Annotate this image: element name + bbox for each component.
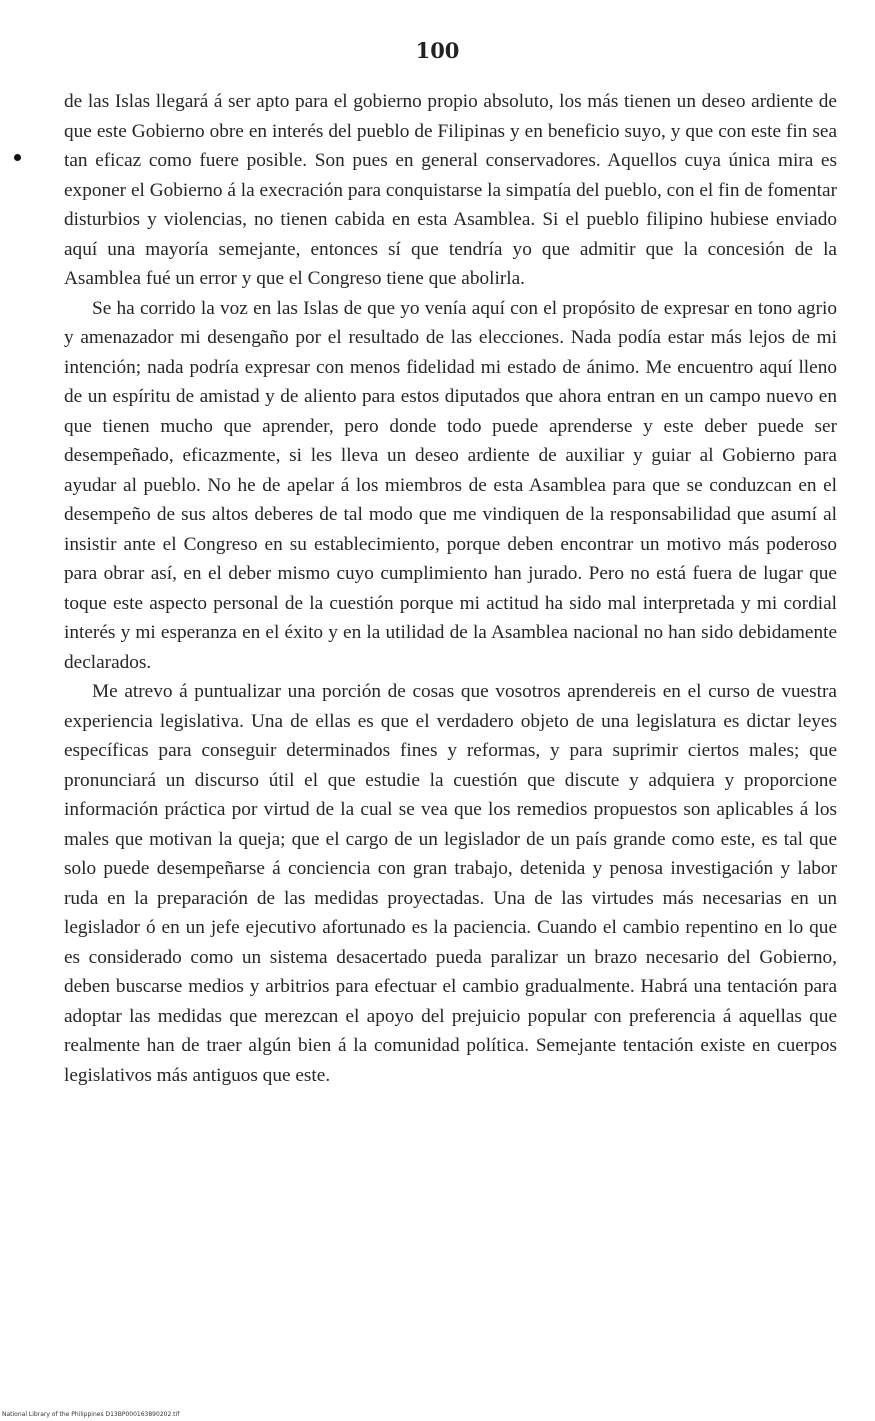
page-number: 100: [415, 38, 460, 63]
paragraph-3: Me atrevo á puntualizar una porción de cosas que vosotros aprendereis en el curso de vuestra experiencia legislativa. Una de ellas es que el verdadero objeto de una legislatura es dictar leyes específicas para conseguir determinados fines y reformas, y para suprimir ciertos males; que pronunciará un discurso útil el que estudie la cuestión que discute y adquiera y proporcione información práctica por virtud de la cual se vea que los remedios propuestos son aplicables á los males que motivan la queja; que el cargo de un legislador de un país grande como este, es tal que solo puede desempeñarse á conciencia con gran trabajo, detenida y penosa investigación y labor ruda en la preparación de las medidas proyectadas. Una de las virtudes más necesarias en un legislador ó en un jefe ejecutivo afortunado es la paciencia. Cuando el cambio repentino en lo que es considerado como un sistema desacertado pueda paralizar un brazo necesario del Gobierno, deben buscarse medios y arbitrios para efectuar el cambio gradualmente. Habrá una tentación para adoptar las medidas que merezcan el apoyo del prejuicio popular con preferencia á aquellas que realmente han de traer algún bien á la comunidad política. Semejante tentación existe en cuerpos legislativos más antiguos que este.: [64, 681, 837, 1086]
scan-footer: National Library of the Philippines D13BP000163890202.tif: [2, 1411, 180, 1418]
paragraph-2: Se ha corrido la voz en las Islas de que yo venía aquí con el propósito de expresar en tono agrio y amenazador mi desengaño por el resultado de las elecciones. Nada podía estar más lejos de mi intención; nada podría expresar con menos fidelidad mi estado de ánimo. Me encuentro aquí lleno de un espíritu de amistad y de aliento para estos diputados que ahora entran en un campo nuevo en que tienen mucho que aprender, pero donde todo puede aprenderse y este deber puede ser desempeñado, eficazmente, si les lleva un deseo ardiente de auxiliar y guiar al Gobierno para ayudar al pueblo. No he de apelar á los miembros de esta Asamblea para que se conduzcan en el desempeño de sus altos deberes de tal modo que me vindiquen de la responsabilidad que asumí al insistir ante el Congreso en su establecimiento, porque deben encontrar un motivo más poderoso para obrar así, en el deber mismo cuyo cumplimiento han jurado. Pero no está fuera de lugar que toque este aspecto personal de la cuestión porque mi actitud ha sido mal interpretada y mi cordial interés y mi esperanza en el éxito y en la utilidad de la Asamblea nacional no han sido debidamente declarados.: [64, 297, 837, 673]
margin-bullet-mark: [14, 154, 21, 161]
paragraph-1: de las Islas llegará á ser apto para el gobierno propio absoluto, los más tienen un deseo ardiente de que este Gobierno obre en interés del pueblo de Filipinas y en beneficio suyo, y que con este fin sea tan eficaz como fuere posible. Son pues en general conservadores. Aquellos cuya única mira es exponer el Gobierno á la execración para conquistarse la simpatía del pueblo, con el fin de fomentar disturbios y violencias, no tienen cabida en esta Asamblea. Si el pueblo filipino hubiese enviado aquí una mayoría semejante, entonces sí que tendría yo que admitir que la concesión de la Asamblea fué un error y que el Congreso tiene que abolirla.: [64, 91, 837, 289]
body-text: [64, 87, 837, 1090]
